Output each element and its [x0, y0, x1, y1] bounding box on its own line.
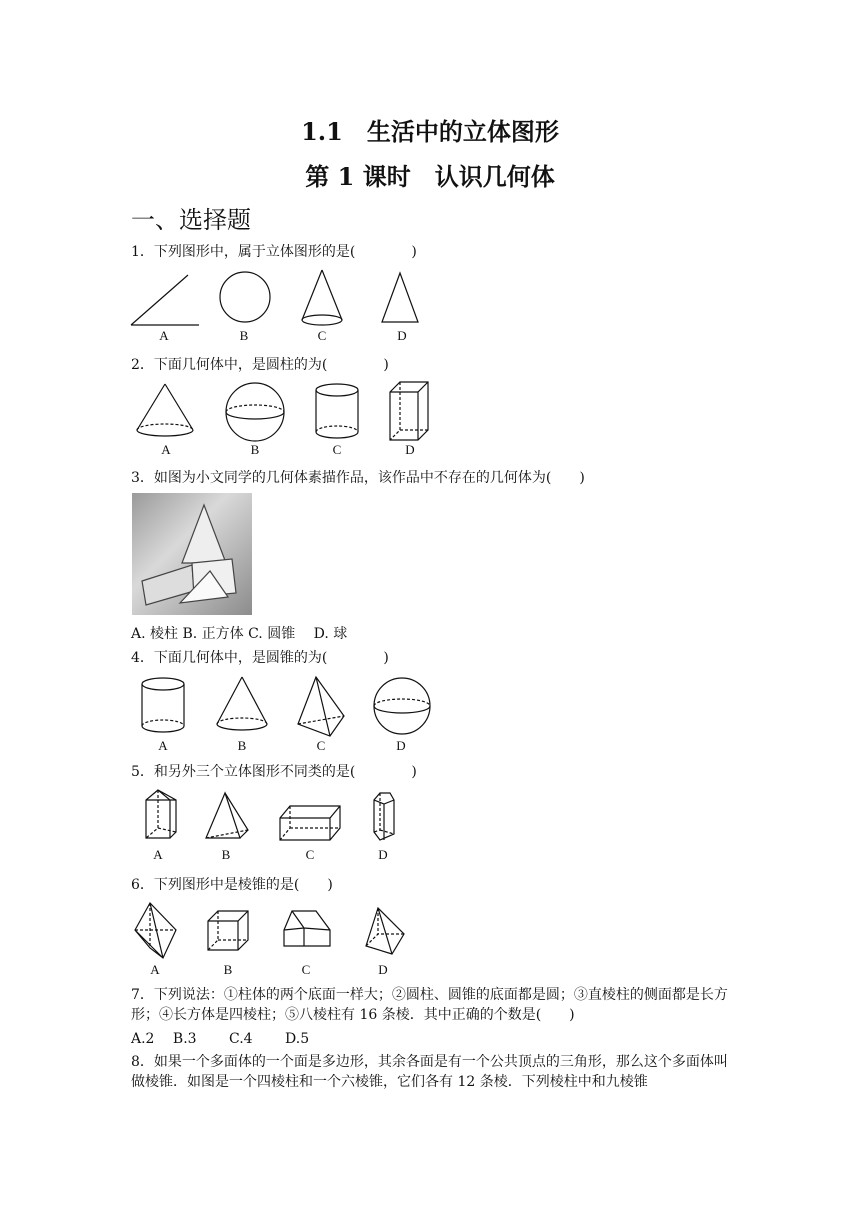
page-subtitle: 第 1 课时 认识几何体: [305, 162, 555, 191]
q1-label-c: C: [317, 328, 327, 343]
q4-label-b: B: [237, 738, 247, 753]
q5-label-a: A: [153, 847, 163, 862]
question-6-text: 6．下列图形中是棱锥的是( ): [131, 877, 333, 893]
q5-label-d: D: [378, 847, 388, 862]
q2-label-c: C: [332, 442, 342, 457]
q1-label-b: B: [239, 328, 249, 343]
question-3-options: A. 棱柱 B. 正方体 C. 圆锥 D. 球: [131, 626, 348, 642]
question-7-options: A.2 B.3 C.4 D.5: [131, 1031, 310, 1047]
question-4-text: 4．下面几何体中，是圆锥的为( ): [131, 650, 389, 666]
question-5-text: 5．和另外三个立体图形不同类的是( ): [131, 764, 417, 780]
q1-label-d: D: [397, 328, 407, 343]
q2-label-b: B: [250, 442, 260, 457]
q4-label-a: A: [158, 738, 168, 753]
page-title: 1.1 生活中的立体图形: [301, 117, 559, 146]
q4-label-d: D: [396, 738, 406, 753]
q6-label-a: A: [150, 962, 160, 977]
q6-label-b: B: [223, 962, 233, 977]
q2-label-d: D: [405, 442, 415, 457]
q1-label-a: A: [159, 328, 169, 343]
q6-label-c: C: [301, 962, 311, 977]
q6-label-d: D: [378, 962, 388, 977]
question-7-text: 7．下列说法：①柱体的两个底面一样大；②圆柱、圆锥的底面都是圆；③直棱柱的侧面都是长方形；④长方体是四棱柱；⑤八棱柱有 16 条棱．其中正确的个数是( ): [131, 987, 728, 1023]
question-2-text: 2．下面几何体中，是圆柱的为( ): [131, 357, 389, 373]
q5-label-b: B: [221, 847, 231, 862]
q4-label-c: C: [316, 738, 326, 753]
q2-label-a: A: [161, 442, 171, 457]
question-3-text: 3．如图为小文同学的几何体素描作品，该作品中不存在的几何体为( ): [131, 470, 585, 486]
section-heading: 一、选择题: [131, 206, 251, 234]
question-8-text: 8．如果一个多面体的一个面是多边形，其余各面是有一个公共顶点的三角形，那么这个多面体叫做棱锥．如图是一个四棱柱和一个六棱锥，它们各有 12 条棱．下列棱柱中和九棱锥: [131, 1054, 728, 1090]
q5-label-c: C: [305, 847, 315, 862]
question-1-text: 1．下列图形中，属于立体图形的是( ): [131, 244, 417, 260]
